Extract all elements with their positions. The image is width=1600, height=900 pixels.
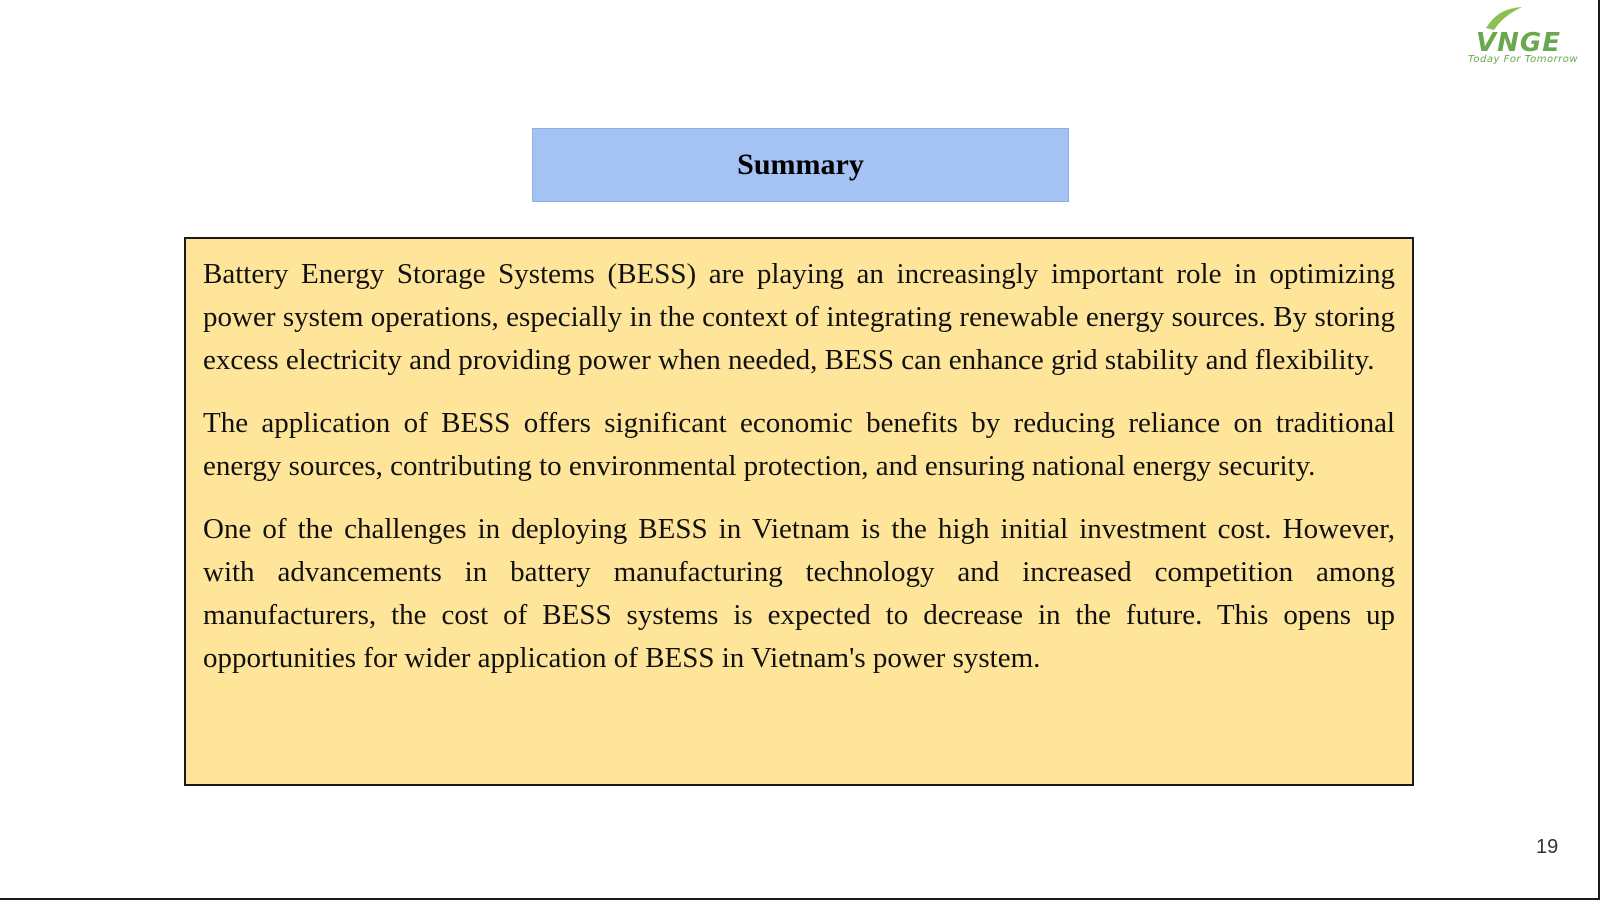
summary-title-box [532, 128, 1069, 202]
summary-content-box [184, 237, 1414, 786]
logo-wordmark: VNGE [1476, 28, 1561, 58]
logo-tagline: Today For Tomorrow [1468, 54, 1579, 65]
paragraph-challenges: One of the challenges in deploying BESS in Vietnam is the high initial investment cost. However, with advancements in battery manufacturing technology and increased competition among manufacturers, the cost of BESS systems is expected to decrease in the future. This opens up opportunities for wider application of BESS in Vietnam's power system. [203, 513, 1395, 674]
paragraph-bess-role: Battery Energy Storage Systems (BESS) are playing an increasingly important role in optimizing power system operations, especially in the context of integrating renewable energy sources. By storing excess electricity and providing power when needed, BESS can enhance grid stability and flexibility. [203, 258, 1395, 376]
vnge-logo [1464, 6, 1596, 70]
paragraph-economic-benefits: The application of BESS offers significant economic benefits by reducing reliance on traditional energy sources, contributing to environmental protection, and ensuring national energy security. [203, 407, 1395, 482]
page-title: Summary [737, 148, 864, 181]
page-number: 19 [1536, 836, 1559, 858]
